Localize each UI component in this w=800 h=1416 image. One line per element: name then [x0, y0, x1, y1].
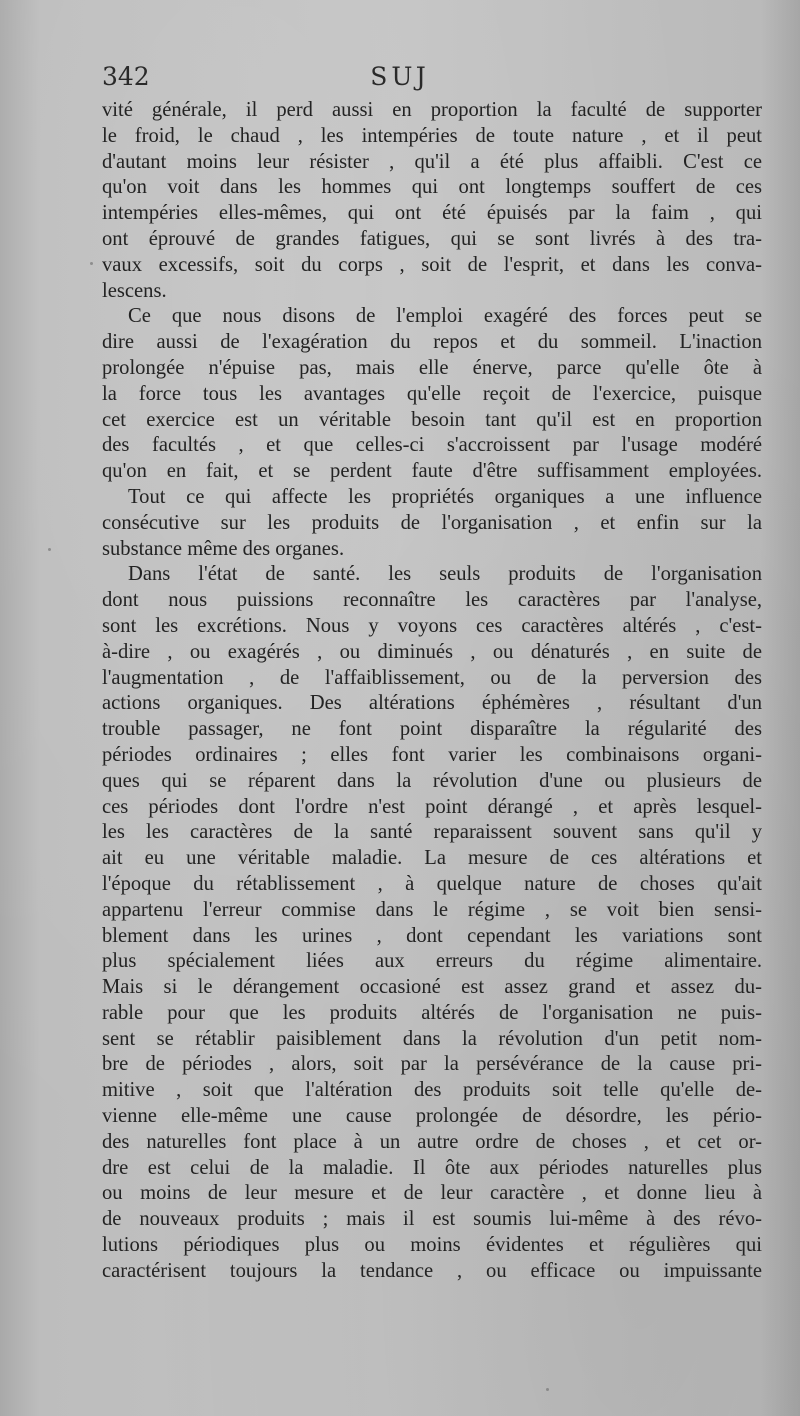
text-line: de nouveaux produits ; mais il est soumis lui-même à des révo-	[102, 1208, 762, 1231]
text-line: dre est celui de la maladie. Il ôte aux périodes naturelles plus	[102, 1156, 762, 1179]
text-line: substance même des organes.	[102, 537, 345, 560]
text-line: actions organiques. Des altérations éphémères , résultant d'un	[102, 692, 762, 715]
text-line: vité générale, il perd aussi en proportion la faculté de supporter	[102, 99, 762, 121]
page-header	[0, 62, 800, 98]
text-line: mitive , soit que l'altération des produits soit telle qu'elle de-	[102, 1079, 762, 1102]
text-line: à-dire , ou exagérés , ou diminués , ou dénaturés , en suite de	[102, 640, 762, 663]
text-line: ait eu une véritable maladie. La mesure de ces altérations et	[102, 847, 762, 870]
text-line: prolongée n'épuise pas, mais elle énerve, parce qu'elle ôte à	[102, 356, 762, 379]
text-line: appartenu l'erreur commise dans le régime , se voit bien sensi-	[102, 898, 762, 921]
text-line: ont éprouvé de grandes fatigues, qui se sont livrés à des tra-	[102, 227, 762, 250]
text-line: caractérisent toujours la tendance , ou efficace ou impuissante	[102, 1259, 762, 1282]
text-line: ces périodes dont l'ordre n'est point dérangé , et après lesquel-	[102, 795, 762, 818]
text-line: Mais si le dérangement occasioné est assez grand et assez du-	[102, 976, 762, 999]
text-line: Dans l'état de santé. les seuls produits de l'organisation	[128, 563, 762, 586]
text-line: qu'on en fait, et se perdent faute d'être suffisamment employées.	[102, 460, 762, 483]
text-line: intempéries elles-mêmes, qui ont été épuisés par la faim , qui	[102, 202, 762, 225]
text-line: sent se rétablir paisiblement dans la révolution d'un petit nom-	[102, 1027, 762, 1050]
text-line: ou moins de leur mesure et de leur caractère , et donne lieu à	[102, 1182, 762, 1205]
text-line: lescens.	[102, 279, 167, 302]
text-line: périodes ordinaires ; elles font varier les combinaisons organi-	[102, 743, 762, 766]
text-line: cet exercice est un véritable besoin tant qu'il est en proportion	[102, 408, 762, 431]
text-line: vaux excessifs, soit du corps , soit de l'esprit, et dans les conva-	[102, 253, 762, 276]
text-line: la force tous les avantages qu'elle reçoit de l'exercice, puisque	[102, 382, 762, 405]
page-number: 342	[102, 62, 150, 91]
body-text	[102, 98, 762, 1285]
text-line: trouble passager, ne font point disparaître la régularité des	[102, 718, 762, 741]
text-line: lutions périodiques plus ou moins évidentes et régulières qui	[102, 1234, 762, 1257]
text-line: le froid, le chaud , les intempéries de toute nature , et il peut	[102, 124, 762, 147]
text-line: Tout ce qui affecte les propriétés organiques a une influence	[128, 485, 762, 508]
running-head: SUJ	[370, 62, 430, 91]
text-line: ques qui se réparent dans la révolution d'une ou plusieurs de	[102, 769, 762, 792]
text-line: des facultés , et que celles-ci s'accroissent par l'usage modéré	[102, 434, 762, 457]
text-line: blement dans les urines , dont cependant les variations sont	[102, 924, 762, 947]
text-line: dire aussi de l'exagération du repos et du sommeil. L'inaction	[102, 331, 762, 354]
paper-speck	[546, 1388, 549, 1391]
paper-speck	[48, 548, 51, 551]
text-line: rable pour que les produits altérés de l'organisation ne puis-	[102, 1001, 762, 1024]
text-line: l'augmentation , de l'affaiblissement, ou de la perversion des	[102, 666, 762, 689]
text-line: plus spécialement liées aux erreurs du régime alimentaire.	[102, 950, 762, 973]
text-line: des naturelles font place à un autre ordre de choses , et cet or-	[102, 1130, 762, 1153]
paper-speck	[90, 262, 93, 265]
text-line: dont nous puissions reconnaître les caractères par l'analyse,	[102, 589, 762, 612]
text-line: consécutive sur les produits de l'organisation , et enfin sur la	[102, 511, 762, 534]
text-line: d'autant moins leur résister , qu'il a été plus affaibli. C'est ce	[102, 150, 762, 173]
text-line: sont les excrétions. Nous y voyons ces caractères altérés , c'est-	[102, 614, 762, 637]
text-line: Ce que nous disons de l'emploi exagéré des forces peut se	[128, 305, 762, 328]
text-line: l'époque du rétablissement , à quelque nature de choses qu'ait	[102, 872, 762, 895]
text-line: qu'on voit dans les hommes qui ont longtemps souffert de ces	[102, 176, 762, 199]
text-line: les les caractères de la santé reparaissent souvent sans qu'il y	[102, 821, 762, 844]
text-line: vienne elle-même une cause prolongée de désordre, les pério-	[102, 1105, 762, 1128]
text-line: bre de périodes , alors, soit par la persévérance de la cause pri-	[102, 1053, 762, 1076]
